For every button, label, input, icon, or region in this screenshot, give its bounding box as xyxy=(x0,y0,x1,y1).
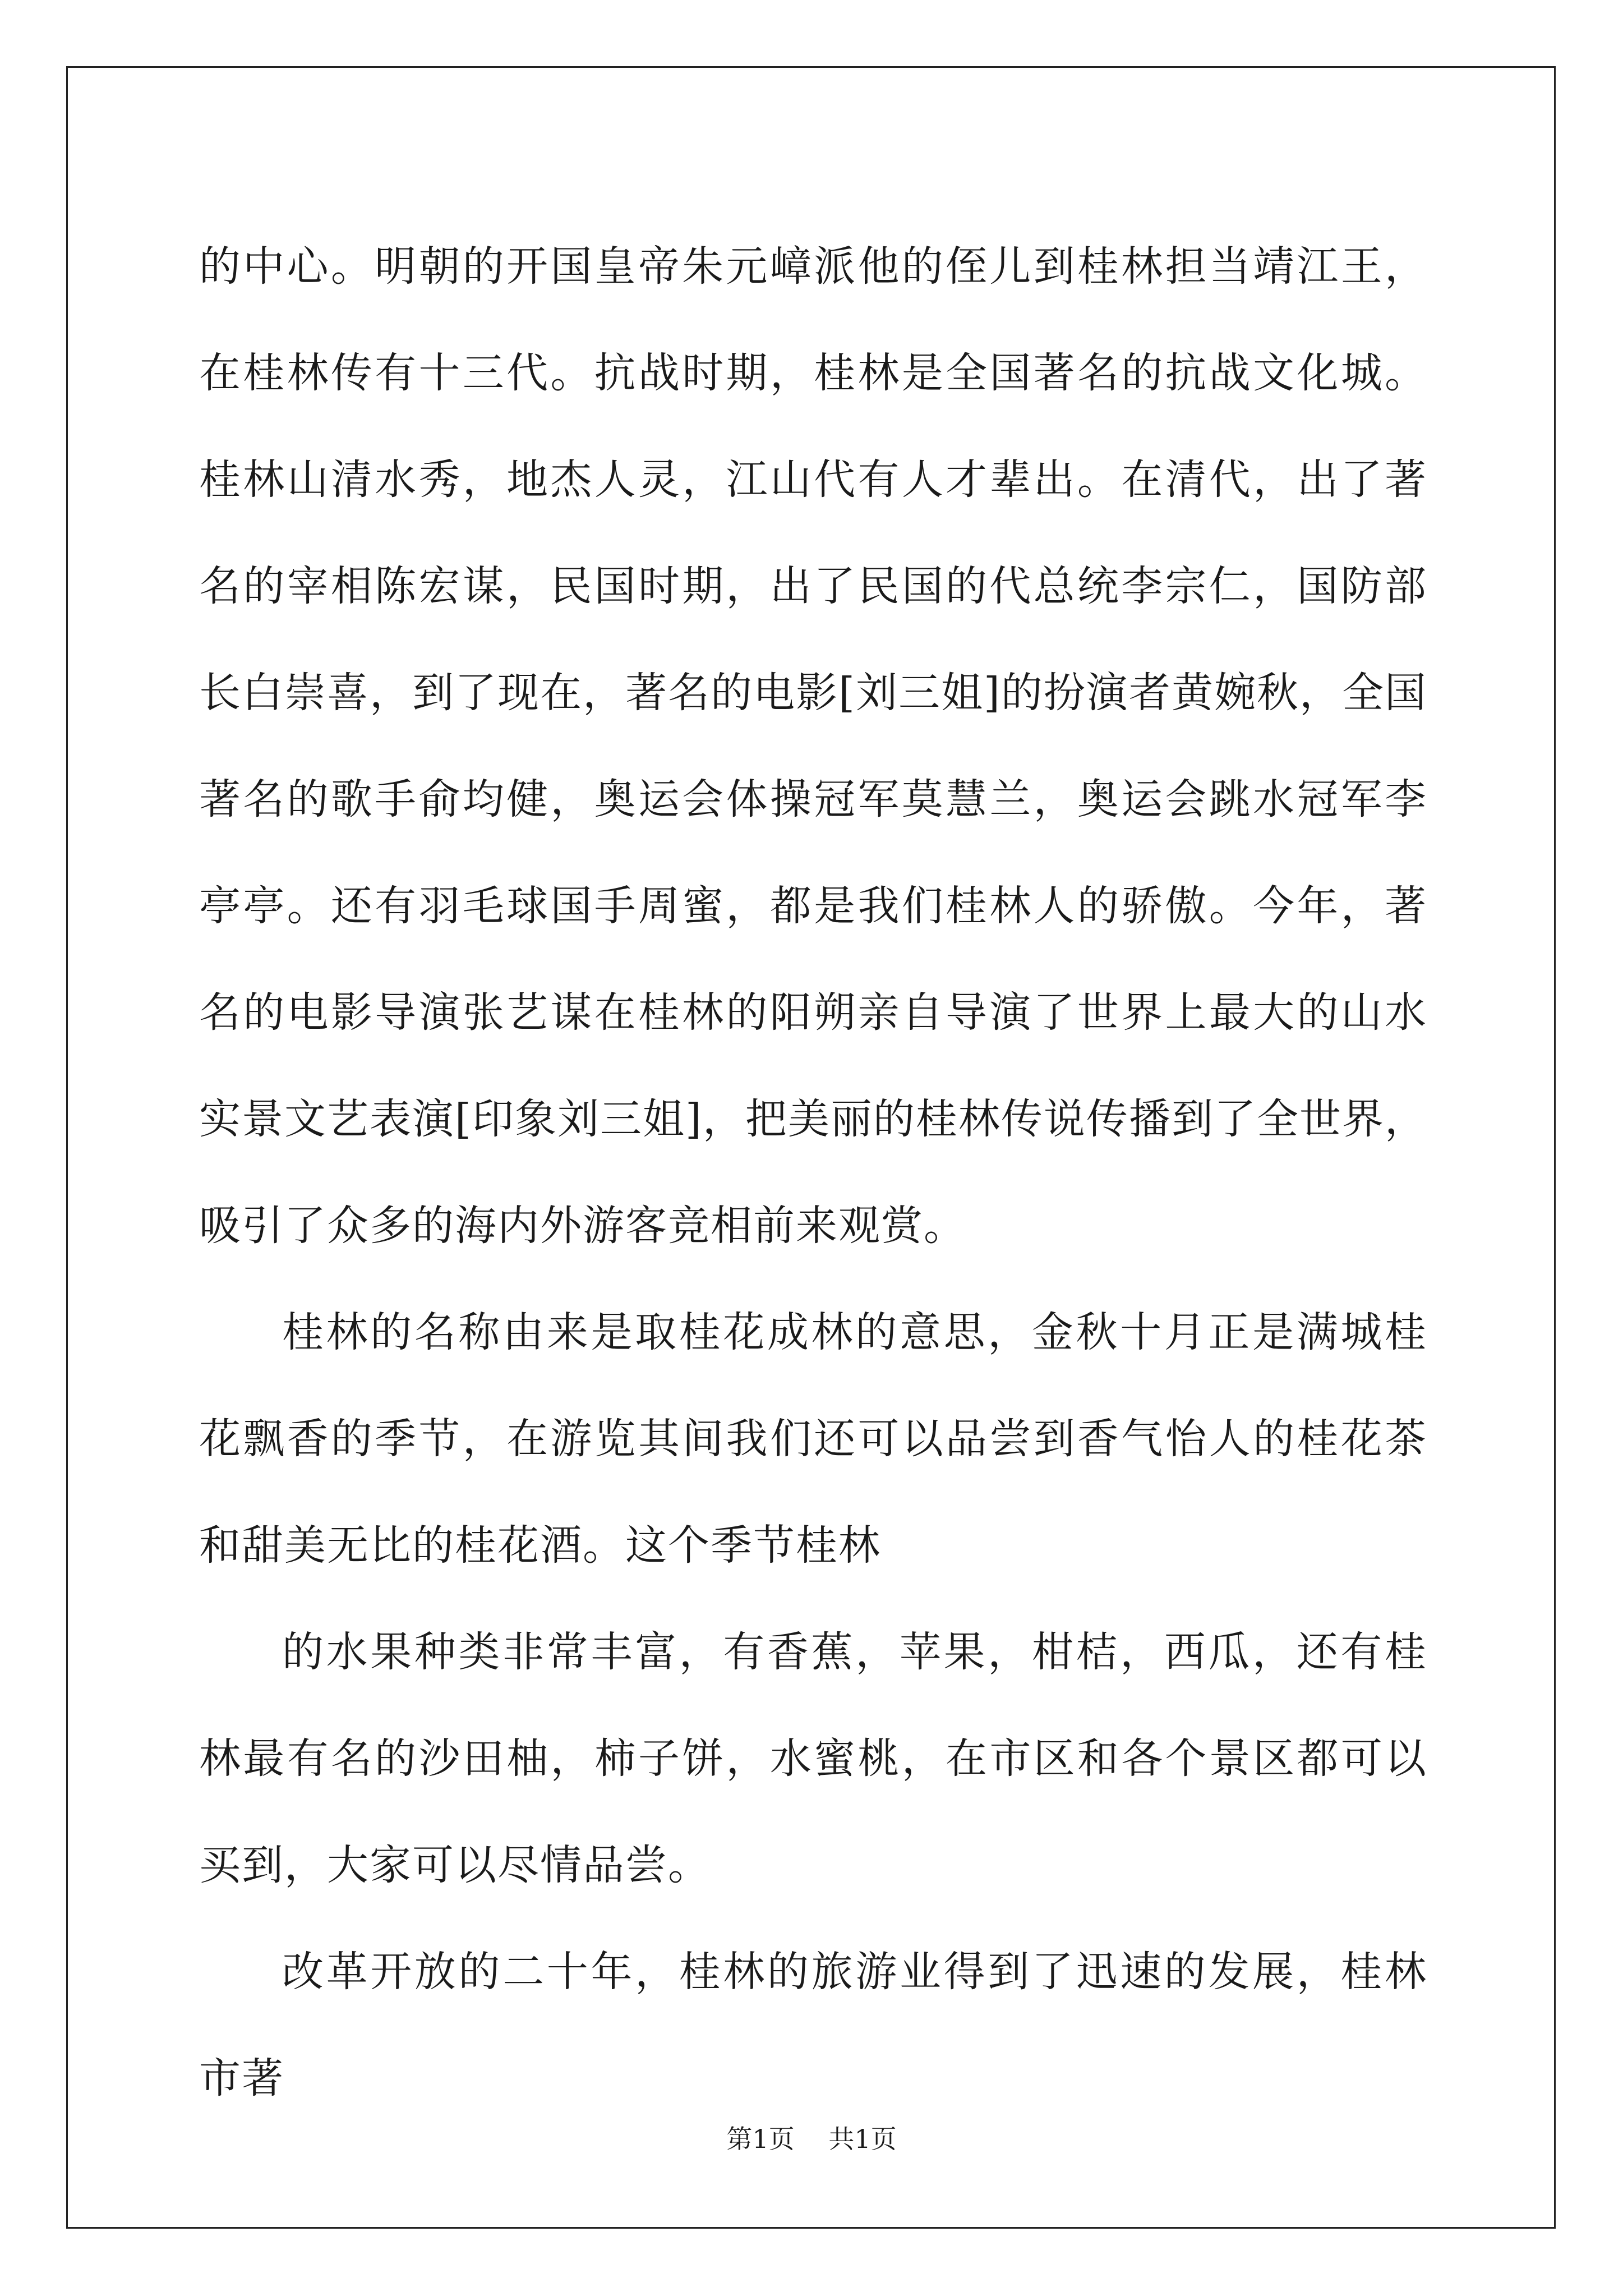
document-body xyxy=(199,213,1427,2132)
page-number: 第1页 xyxy=(726,2124,795,2154)
page-total: 共1页 xyxy=(828,2124,897,2154)
paragraph-3: 的水果种类非常丰富，有香蕉，苹果，柑桔，西瓜，还有桂林最有名的沙田柚，柿子饼，水蜜桃，在市区和各个景区都可以买到，大家可以尽情品尝。 xyxy=(199,1628,1427,1889)
paragraph-4: 改革开放的二十年，桂林的旅游业得到了迅速的发展，桂林市著 xyxy=(199,1948,1427,2102)
page-footer xyxy=(0,2122,1623,2156)
paragraph-2: 桂林的名称由来是取桂花成林的意思，金秋十月正是满城桂花飘香的季节，在游览其间我们还可以品尝到香气怡人的桂花茶和甜美无比的桂花酒。这个季节桂林 xyxy=(199,1308,1427,1570)
paragraph-1: 的中心。明朝的开国皇帝朱元嶂派他的侄儿到桂林担当靖江王，在桂林传有十三代。抗战时期，桂林是全国著名的抗战文化城。桂林山清水秀，地杰人灵，江山代有人才辈出。在清代，出了著名的宰相陈宏谋，民国时期，出了民国的代总统李宗仁，国防部长白崇喜，到了现在，著名的电影[刘三姐]的扮演者黄婉秋，全国著名的歌手俞均健，奥运会体操冠军莫慧兰，奥运会跳水冠军李亭亭。还有羽毛球国手周蜜，都是我们桂林人的骄傲。今年，著名的电影导演张艺谋在桂林的阳朔亲自导演了世界上最大的山水实景文艺表演[印象刘三姐]，把美丽的桂林传说传播到了全世界，吸引了众多的海内外游客竞相前来观赏。 xyxy=(199,242,1427,1250)
